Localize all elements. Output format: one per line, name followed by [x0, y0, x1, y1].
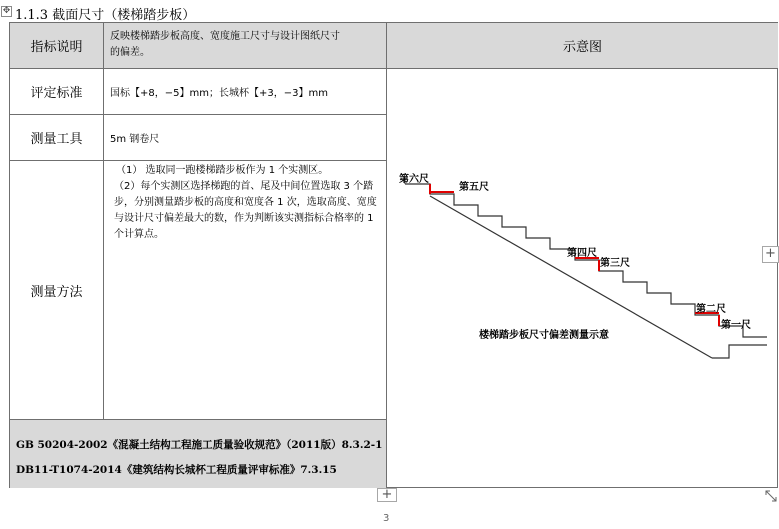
- method-content: [104, 161, 387, 420]
- row-label-indicator: 指标说明: [10, 23, 104, 69]
- diagram-caption: 楼梯踏步板尺寸偏差测量示意: [479, 330, 609, 341]
- reference-db11: DB11-T1074-2014《建筑结构长城杯工程质量评审标准》7.3.15: [16, 464, 337, 476]
- row-label-criteria: 评定标准: [10, 69, 104, 115]
- label-third-step: 第三尺: [600, 258, 630, 269]
- method-step-1: （1） 选取同一跑楼梯踏步板作为 1 个实测区。: [116, 165, 329, 176]
- row-label-method: 测量方法: [10, 161, 104, 420]
- measure-mark-6: [430, 184, 454, 194]
- indicator-description: 反映楼梯踏步板高度、宽度施工尺寸与设计图纸尺寸的偏差。: [104, 23, 387, 69]
- table-move-handle-icon[interactable]: ✥: [2, 6, 11, 16]
- label-fifth-step: 第五尺: [459, 182, 489, 193]
- measurement-table: [9, 22, 778, 488]
- row-label-tool: 测量工具: [10, 115, 104, 161]
- table-resize-icon[interactable]: [765, 490, 777, 502]
- label-fourth-step: 第四尺: [567, 248, 597, 259]
- method-step-2: （2）每个实测区选择梯跑的首、尾及中间位置选取 3 个踏步，分别测量踏步板的高度和宽度各 1 次，选取高度、宽度与设计尺寸偏差最大的数，作为判断该实测指标合格率的 1 个计算点。: [114, 181, 377, 240]
- label-first-step: 第一尺: [721, 320, 751, 331]
- criteria-content: 国标【+8，−5】mm；长城杯【+3，−3】mm: [104, 69, 387, 115]
- reference-standards: [10, 420, 387, 488]
- page-number: 3: [383, 513, 390, 524]
- diagram-header: 示意图: [387, 23, 778, 69]
- stair-landing-bottom: [712, 345, 767, 358]
- label-sixth-step: 第六尺: [399, 174, 429, 185]
- add-row-plus-icon[interactable]: +: [377, 488, 397, 502]
- stair-diagram: [387, 69, 778, 488]
- section-heading: 1.1.3 截面尺寸（楼梯踏步板）: [15, 8, 196, 23]
- add-column-plus-icon[interactable]: +: [762, 246, 779, 263]
- tool-content: 5m 钢卷尺: [104, 115, 387, 161]
- diagram-cell: [387, 69, 778, 488]
- reference-gb50204: GB 50204-2002《混凝土结构工程施工质量验收规范》（2011版）8.3.2-1: [16, 439, 383, 451]
- label-second-step: 第二尺: [696, 304, 726, 315]
